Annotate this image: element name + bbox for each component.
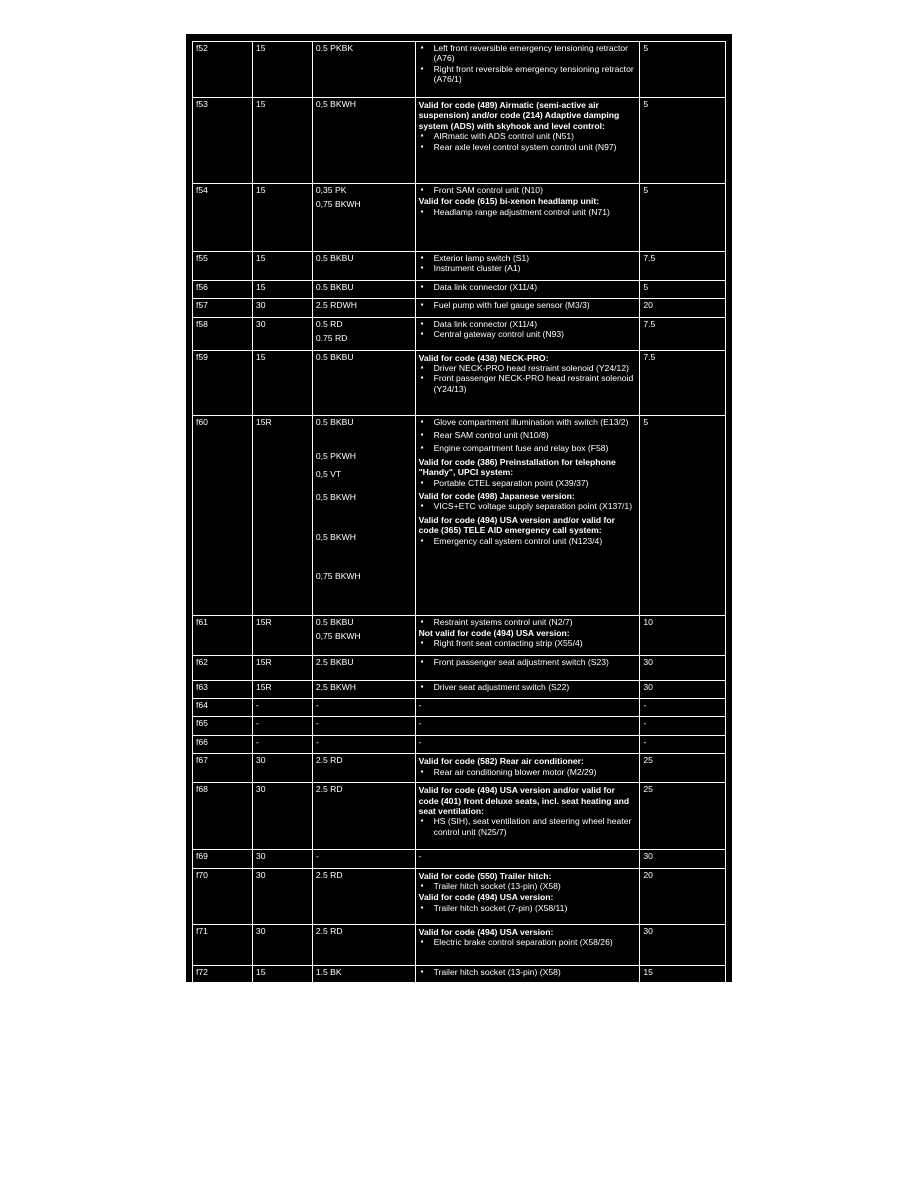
wire-label: 0.5 PKBK xyxy=(315,43,354,53)
fuse-rating-cell: 25 xyxy=(640,754,726,783)
consumer-text: - xyxy=(418,736,422,747)
consumer-cell xyxy=(415,655,640,680)
consumer-text: - xyxy=(418,700,422,711)
fuse-rating-cell: 25 xyxy=(640,783,726,850)
fuse-rating-cell: 7.5 xyxy=(640,317,726,350)
consumer-cell xyxy=(415,924,640,965)
wire-label: 0.5 BKBU xyxy=(315,282,354,292)
wire-label: 0.5 BKBU xyxy=(315,616,354,627)
condition-heading: Valid for code (494) USA version and/or valid for code (365) TELE AID emergency call system: xyxy=(418,514,616,536)
wire-label: 0,5 VT xyxy=(315,469,342,480)
fuse-number-cell: f58 xyxy=(193,317,253,350)
wire-label: 0,75 BKWH xyxy=(315,570,361,581)
table-row xyxy=(193,615,726,655)
condition-heading: Valid for code (550) Trailer hitch: xyxy=(418,870,552,881)
fuse-number-cell: f53 xyxy=(193,98,253,184)
fuse-number-cell: f64 xyxy=(193,699,253,717)
consumer-cell xyxy=(415,281,640,299)
wire-label: 2.5 RD xyxy=(315,784,343,795)
fuse-number-cell: f52 xyxy=(193,42,253,98)
table-row xyxy=(193,317,726,350)
fuse-rating-cell: 15 xyxy=(640,965,726,983)
wire-cell xyxy=(312,655,415,680)
fuse-number-cell: f72 xyxy=(193,965,253,983)
consumer-item: ▪ Restraint systems control unit (N2/7) xyxy=(419,617,637,627)
table-row xyxy=(193,42,726,98)
fuse-rating-cell: - xyxy=(640,717,726,735)
consumer-cell xyxy=(415,717,640,735)
fuse-rating-cell: - xyxy=(640,699,726,717)
consumer-cell xyxy=(415,252,640,281)
condition-heading: Valid for code (498) Japanese version: xyxy=(418,491,575,502)
consumer-group xyxy=(419,457,637,488)
fuse-number-cell: f71 xyxy=(193,924,253,965)
fuse-number-cell: f61 xyxy=(193,615,253,655)
condition-heading: Not valid for code (494) USA version: xyxy=(418,628,570,639)
terminal-cell: 15R xyxy=(252,680,312,698)
wire-label: 0,35 PK xyxy=(315,185,347,195)
fuse-rating-cell: 30 xyxy=(640,850,726,868)
wire-cell xyxy=(312,252,415,281)
table-row xyxy=(193,415,726,615)
consumer-item: ▪ Electric brake control separation point (X58/26) xyxy=(419,937,637,947)
table-row xyxy=(193,850,726,868)
consumer-item: ▪ VICS+ETC voltage supply separation point (X137/1) xyxy=(419,501,637,511)
fuse-rating-cell: 30 xyxy=(640,680,726,698)
terminal-cell: 15 xyxy=(252,965,312,983)
wire-cell xyxy=(312,350,415,415)
terminal-cell: 30 xyxy=(252,783,312,850)
wire-label: 1.5 BK xyxy=(315,966,342,977)
wire-cell xyxy=(312,299,415,317)
fuse-number-cell: f69 xyxy=(193,850,253,868)
fuse-number-cell: f63 xyxy=(193,680,253,698)
fuse-number-cell: f65 xyxy=(193,717,253,735)
wire-cell xyxy=(312,717,415,735)
consumer-item: ▪ Rear axle level control system control unit (N97) xyxy=(419,142,637,152)
consumer-cell xyxy=(415,615,640,655)
consumer-group xyxy=(419,417,637,427)
fuse-rating-cell: 30 xyxy=(640,655,726,680)
wire-label: 2.5 RD xyxy=(315,869,343,880)
wire-label: 2.5 BKBU xyxy=(315,656,354,667)
consumer-item: ▪ Right front reversible emergency tensioning retractor (A76/1) xyxy=(419,64,637,85)
wire-cell xyxy=(312,615,415,655)
consumer-item: ▪ Fuel pump with fuel gauge sensor (M3/3) xyxy=(419,300,637,310)
wire-cell xyxy=(312,281,415,299)
table-row xyxy=(193,754,726,783)
table-row xyxy=(193,98,726,184)
consumer-item: ▪ Front passenger NECK-PRO head restraint solenoid (Y24/13) xyxy=(419,373,637,394)
consumer-text: - xyxy=(418,718,422,729)
condition-heading: Valid for code (494) USA version: xyxy=(418,926,554,937)
consumer-cell xyxy=(415,850,640,868)
fuse-number-cell: f60 xyxy=(193,415,253,615)
wire-label: 0,5 BKWH xyxy=(315,532,356,543)
fuse-rating-cell: 7.5 xyxy=(640,350,726,415)
fuse-rating-cell: 20 xyxy=(640,299,726,317)
wire-cell xyxy=(312,924,415,965)
consumer-cell xyxy=(415,783,640,850)
fuse-rating-cell: 5 xyxy=(640,281,726,299)
consumer-cell xyxy=(415,868,640,924)
terminal-cell: - xyxy=(252,699,312,717)
terminal-cell: 15R xyxy=(252,415,312,615)
wire-label: 2.5 RD xyxy=(315,755,343,766)
consumer-cell xyxy=(415,735,640,753)
condition-heading: Valid for code (494) USA version: xyxy=(418,892,554,903)
table-row xyxy=(193,783,726,850)
wire-label: 0,75 BKWH xyxy=(315,199,361,210)
consumer-cell xyxy=(415,42,640,98)
consumer-item: ▪ Rear SAM control unit (N10/8) xyxy=(419,430,637,440)
consumer-cell xyxy=(415,680,640,698)
wire-cell xyxy=(312,680,415,698)
wire-cell xyxy=(312,965,415,983)
consumer-cell xyxy=(415,699,640,717)
wire-cell xyxy=(312,850,415,868)
terminal-cell: - xyxy=(252,717,312,735)
fuse-rating-cell: - xyxy=(640,735,726,753)
wire-label: - xyxy=(315,718,319,729)
consumer-cell xyxy=(415,184,640,252)
consumer-item: ▪ Central gateway control unit (N93) xyxy=(419,329,637,339)
wire-label: 2.5 RD xyxy=(315,925,343,936)
condition-heading: Valid for code (615) bi-xenon headlamp unit: xyxy=(418,196,600,207)
wire-cell xyxy=(312,699,415,717)
table-row xyxy=(193,184,726,252)
fuse-number-cell: f56 xyxy=(193,281,253,299)
consumer-cell xyxy=(415,299,640,317)
fuse-rating-cell: 5 xyxy=(640,415,726,615)
wire-cell xyxy=(312,98,415,184)
terminal-cell: - xyxy=(252,735,312,753)
fuse-rating-cell: 20 xyxy=(640,868,726,924)
consumer-item: ▪ Left front reversible emergency tensioning retractor (A76) xyxy=(419,43,637,64)
terminal-cell: 15 xyxy=(252,252,312,281)
consumer-text: - xyxy=(418,851,422,862)
fuse-number-cell: f57 xyxy=(193,299,253,317)
consumer-cell xyxy=(415,415,640,615)
fuse-number-cell: f68 xyxy=(193,783,253,850)
fuse-number-cell: f62 xyxy=(193,655,253,680)
fuse-number-cell: f66 xyxy=(193,735,253,753)
consumer-item: ▪ Rear air conditioning blower motor (M2/29) xyxy=(419,767,637,777)
terminal-cell: 15 xyxy=(252,281,312,299)
terminal-cell: 30 xyxy=(252,299,312,317)
fuse-allocation-table xyxy=(192,41,726,984)
wire-cell xyxy=(312,415,415,615)
wire-label: 2,5 BKWH xyxy=(315,681,356,692)
consumer-item: ▪ Front SAM control unit (N10) xyxy=(419,185,637,195)
terminal-cell: 15 xyxy=(252,42,312,98)
consumer-cell xyxy=(415,965,640,983)
consumer-cell xyxy=(415,98,640,184)
condition-heading: Valid for code (494) USA version and/or valid for code (401) front deluxe seats, incl. seat heating and seat ventilation: xyxy=(418,785,630,817)
consumer-item: ▪ Driver seat adjustment switch (S22) xyxy=(419,682,637,692)
fuse-rating-cell: 10 xyxy=(640,615,726,655)
fuse-rating-cell: 30 xyxy=(640,924,726,965)
wire-label: - xyxy=(315,736,319,747)
wire-label: 0,5 BKWH xyxy=(315,99,356,109)
fuse-number-cell: f67 xyxy=(193,754,253,783)
table-row xyxy=(193,350,726,415)
wire-label: 0.5 BKBU xyxy=(315,416,354,427)
fuse-rating-cell: 5 xyxy=(640,98,726,184)
table-row xyxy=(193,655,726,680)
consumer-group xyxy=(419,491,637,512)
terminal-cell: 15 xyxy=(252,98,312,184)
wire-cell xyxy=(312,317,415,350)
consumer-cell xyxy=(415,754,640,783)
table-row xyxy=(193,717,726,735)
terminal-cell: 15 xyxy=(252,350,312,415)
consumer-item: ▪ Trailer hitch socket (13-pin) (X58) xyxy=(419,881,637,891)
terminal-cell: 30 xyxy=(252,850,312,868)
consumer-item: ▪ Driver NECK-PRO head restraint solenoid (Y24/12) xyxy=(419,363,637,373)
consumer-group xyxy=(419,443,637,453)
terminal-cell: 15 xyxy=(252,184,312,252)
wire-cell xyxy=(312,184,415,252)
fuse-rating-cell: 5 xyxy=(640,184,726,252)
consumer-item: ▪ Emergency call system control unit (N123/4) xyxy=(419,536,637,546)
consumer-item: ▪ HS (SIH), seat ventilation and steering wheel heater control unit (N25/7) xyxy=(419,816,637,837)
terminal-cell: 30 xyxy=(252,868,312,924)
condition-heading: Valid for code (582) Rear air conditioner: xyxy=(418,756,584,767)
consumer-item: ▪ Engine compartment fuse and relay box (F58) xyxy=(419,443,637,453)
consumer-item: ▪ Headlamp range adjustment control unit (N71) xyxy=(419,207,637,217)
consumer-item: ▪ Portable CTEL separation point (X39/37) xyxy=(419,478,637,488)
wire-cell xyxy=(312,868,415,924)
wire-label: 0,75 BKWH xyxy=(315,631,361,642)
wire-label: 2.5 RDWH xyxy=(315,300,357,311)
consumer-group xyxy=(419,430,637,440)
table-row xyxy=(193,252,726,281)
consumer-item: ▪ AIRmatic with ADS control unit (N51) xyxy=(419,131,637,141)
terminal-cell: 15R xyxy=(252,655,312,680)
wire-label: - xyxy=(315,700,319,711)
wire-label: - xyxy=(315,851,319,862)
terminal-cell: 15R xyxy=(252,615,312,655)
terminal-cell: 30 xyxy=(252,317,312,350)
terminal-cell: 30 xyxy=(252,924,312,965)
fuse-rating-cell: 5 xyxy=(640,42,726,98)
consumer-item: ▪ Data link connector (X11/4) xyxy=(419,282,637,292)
wire-cell xyxy=(312,754,415,783)
condition-heading: Valid for code (438) NECK-PRO: xyxy=(418,352,549,363)
consumer-item: ▪ Instrument cluster (A1) xyxy=(419,263,637,273)
consumer-item: ▪ Front passenger seat adjustment switch (S23) xyxy=(419,657,637,667)
table-row xyxy=(193,965,726,983)
consumer-cell xyxy=(415,317,640,350)
table-row xyxy=(193,868,726,924)
fuse-rating-cell: 7.5 xyxy=(640,252,726,281)
table-row xyxy=(193,924,726,965)
fuse-number-cell: f59 xyxy=(193,350,253,415)
table-row xyxy=(193,680,726,698)
consumer-item: ▪ Exterior lamp switch (S1) xyxy=(419,253,637,263)
wire-label: 0.5 BKBU xyxy=(315,351,354,362)
condition-heading: Valid for code (489) Airmatic (semi-active air suspension) and/or code (214) Adaptive damping system (ADS) with skyhook and level control: xyxy=(418,100,620,131)
consumer-item: ▪ Right front seat contacting strip (X55/4) xyxy=(419,638,637,648)
fuse-number-cell: f70 xyxy=(193,868,253,924)
wire-label: 0.75 RD xyxy=(315,333,348,344)
table-row xyxy=(193,699,726,717)
fuse-number-cell: f54 xyxy=(193,184,253,252)
table-row xyxy=(193,281,726,299)
consumer-group xyxy=(419,515,637,546)
consumer-item: ▪ Data link connector (X11/4) xyxy=(419,319,637,329)
condition-heading: Valid for code (386) Preinstallation for telephone "Handy", UPCI system: xyxy=(418,456,616,478)
wire-cell xyxy=(312,783,415,850)
wire-label: 0,5 PKWH xyxy=(315,451,356,462)
fuse-number-cell: f55 xyxy=(193,252,253,281)
wire-label: 0.5 BKBU xyxy=(315,253,354,263)
wire-cell xyxy=(312,42,415,98)
wire-cell xyxy=(312,735,415,753)
consumer-item: ▪ Trailer hitch socket (7-pin) (X58/11) xyxy=(419,903,637,913)
consumer-item: ▪ Trailer hitch socket (13-pin) (X58) xyxy=(419,967,637,977)
table-row xyxy=(193,299,726,317)
wire-label: 0.5 RD xyxy=(315,318,343,329)
consumer-cell xyxy=(415,350,640,415)
table-row xyxy=(193,735,726,753)
fuse-table-body xyxy=(193,42,726,984)
terminal-cell: 30 xyxy=(252,754,312,783)
fuse-table-page xyxy=(186,34,732,982)
consumer-item: ▪ Glove compartment illumination with switch (E13/2) xyxy=(419,417,637,427)
wire-label: 0,5 BKWH xyxy=(315,491,356,502)
